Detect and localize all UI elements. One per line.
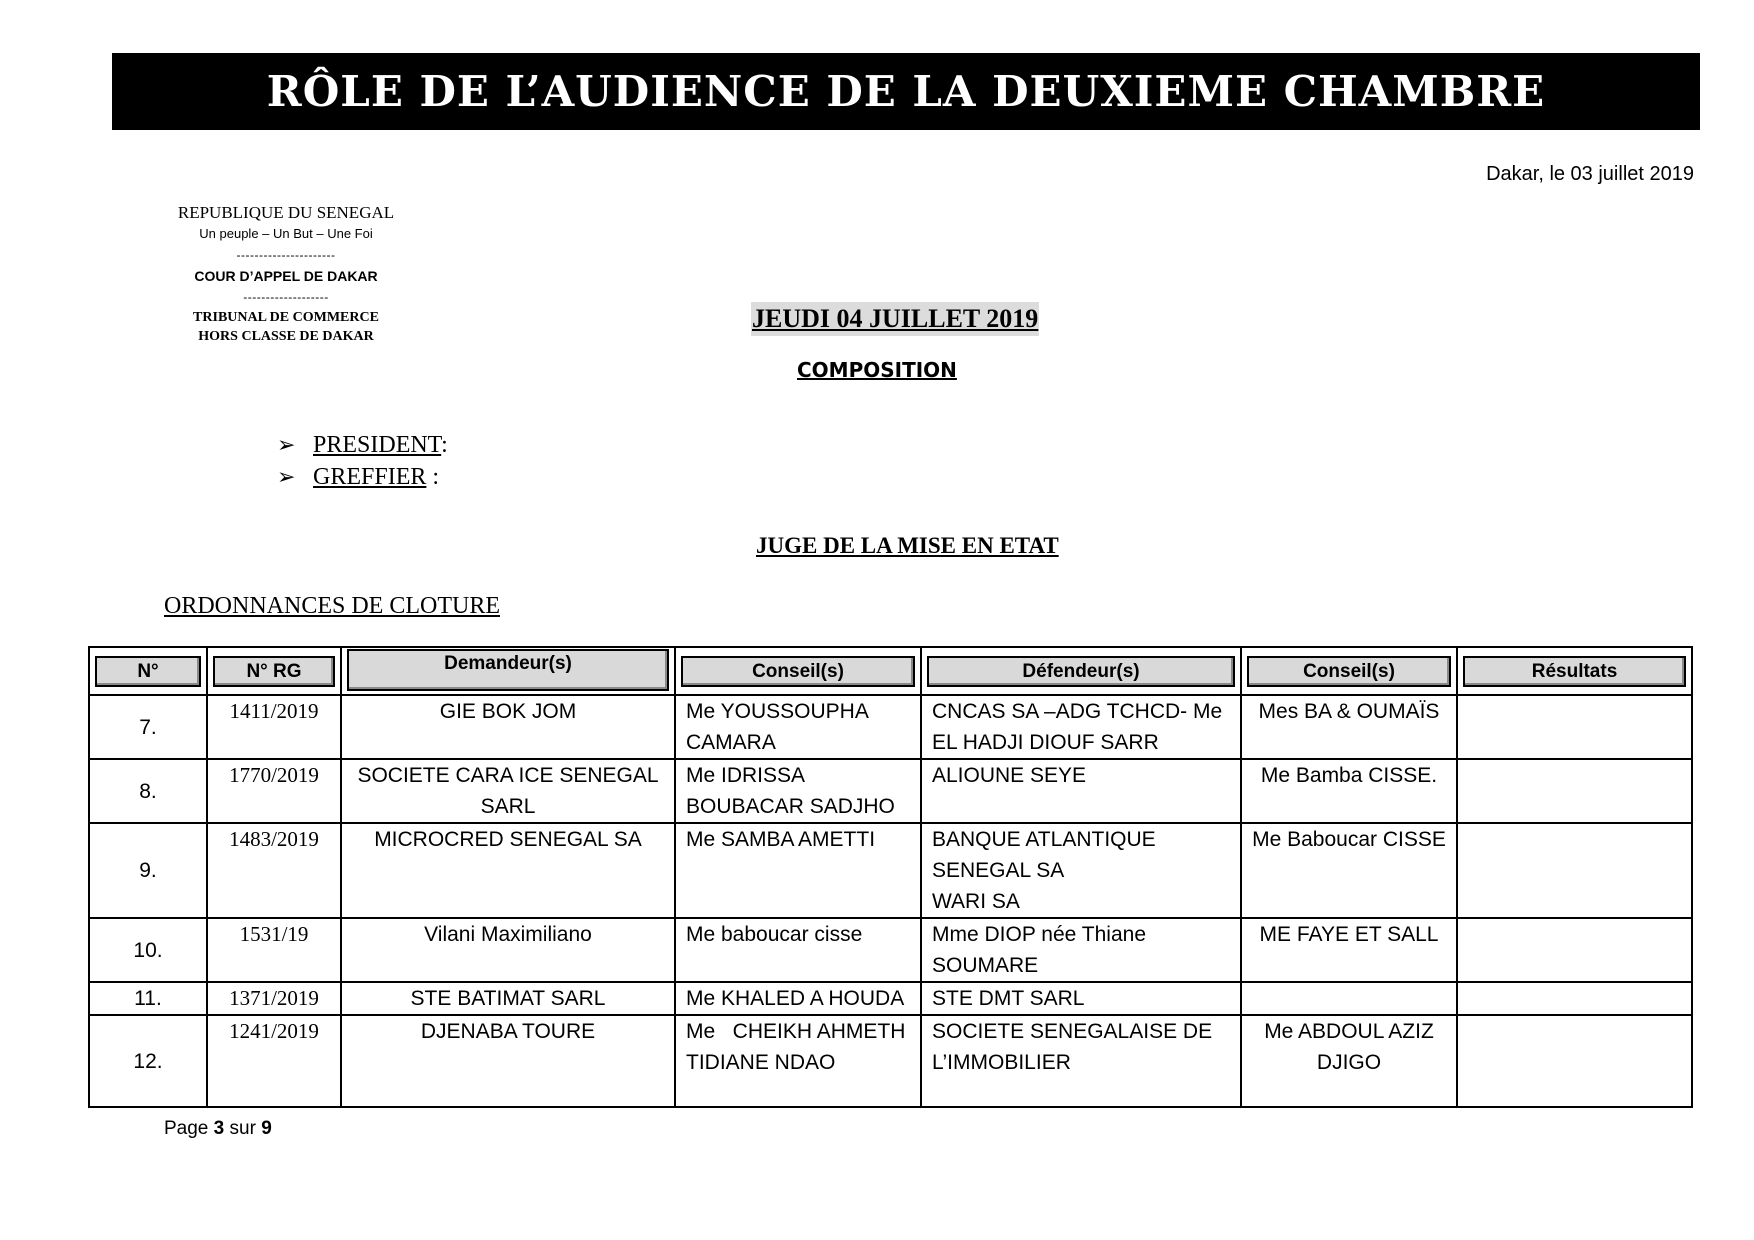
date-line: Dakar, le 03 juillet 2019 xyxy=(1486,163,1694,185)
result xyxy=(1457,918,1692,982)
plaintiff-counsel: Me IDRISSA BOUBACAR SADJHO xyxy=(675,759,921,823)
column-header: Demandeur(s) xyxy=(341,647,675,695)
plaintiff-counsel: Me KHALED A HOUDA xyxy=(675,982,921,1015)
defendant-counsel: Mes BA & OUMAÏS xyxy=(1241,695,1457,759)
plaintiff-counsel: Me baboucar cisse xyxy=(675,918,921,982)
country-name: REPUBLIQUE DU SENEGAL xyxy=(177,203,395,222)
row-number: 10. xyxy=(89,918,207,982)
section-title: JUGE DE LA MISE EN ETAT xyxy=(756,533,1059,558)
table-row xyxy=(89,982,1692,1015)
plaintiff: DJENABA TOURE xyxy=(341,1015,675,1107)
defendant-counsel: Me Bamba CISSE. xyxy=(1241,759,1457,823)
defendant-counsel: ME FAYE ET SALL xyxy=(1241,918,1457,982)
plaintiff-counsel: Me YOUSSOUPHA CAMARA xyxy=(675,695,921,759)
defendant: STE DMT SARL xyxy=(921,982,1241,1015)
defendant-counsel: Me ABDOUL AZIZ DJIGO xyxy=(1241,1015,1457,1107)
column-header: Conseil(s) xyxy=(675,647,921,695)
page-footer: Page 3 sur 9 xyxy=(164,1118,272,1139)
defendant-counsel: Me Baboucar CISSE xyxy=(1241,823,1457,918)
plaintiff: MICROCRED SENEGAL SA xyxy=(341,823,675,918)
column-header: N° RG xyxy=(207,647,341,695)
result xyxy=(1457,823,1692,918)
defendant: SOCIETE SENEGALAISE DE L’IMMOBILIER xyxy=(921,1015,1241,1107)
table-row xyxy=(89,695,1692,759)
table-header-row xyxy=(89,647,1692,695)
institution-header xyxy=(140,202,432,346)
row-number: 12. xyxy=(89,1015,207,1107)
row-number: 11. xyxy=(89,982,207,1015)
plaintiff: Vilani Maximiliano xyxy=(341,918,675,982)
president-colon: : xyxy=(441,432,448,458)
national-motto: Un peuple – Un But – Une Foi xyxy=(199,226,373,241)
header-separator: ---------------------- xyxy=(236,248,336,262)
plaintiff: STE BATIMAT SARL xyxy=(341,982,675,1015)
plaintiff: SOCIETE CARA ICE SENEGAL SARL xyxy=(341,759,675,823)
court-name: COUR D’APPEL DE DAKAR xyxy=(194,268,378,284)
defendant: CNCAS SA –ADG TCHCD- Me EL HADJI DIOUF SARR xyxy=(921,695,1241,759)
composition-heading: COMPOSITION xyxy=(797,358,957,382)
defendant: BANQUE ATLANTIQUE SENEGAL SA WARI SA xyxy=(921,823,1241,918)
president-line xyxy=(277,432,448,459)
plaintiff: GIE BOK JOM xyxy=(341,695,675,759)
header-separator: ------------------- xyxy=(243,290,329,304)
greffier-label: GREFFIER xyxy=(313,464,427,490)
plaintiff-counsel: Me CHEIKH AHMETH TIDIANE NDAO xyxy=(675,1015,921,1107)
president-label: PRESIDENT xyxy=(313,432,442,458)
result xyxy=(1457,1015,1692,1107)
tribunal-name-line1: TRIBUNAL DE COMMERCE xyxy=(193,310,379,325)
case-number: 1531/19 xyxy=(207,918,341,982)
table-row xyxy=(89,823,1692,918)
case-number: 1770/2019 xyxy=(207,759,341,823)
column-header: Défendeur(s) xyxy=(921,647,1241,695)
table-row xyxy=(89,918,1692,982)
column-header: N° xyxy=(89,647,207,695)
subsection-title: ORDONNANCES DE CLOTURE xyxy=(164,593,500,619)
column-header: Conseil(s) xyxy=(1241,647,1457,695)
current-page-number: 3 xyxy=(213,1118,225,1139)
case-number: 1371/2019 xyxy=(207,982,341,1015)
case-number: 1483/2019 xyxy=(207,823,341,918)
result xyxy=(1457,982,1692,1015)
greffier-colon: : xyxy=(426,464,440,490)
arrow-bullet-icon: ➢ xyxy=(277,464,296,489)
defendant: Mme DIOP née Thiane SOUMARE xyxy=(921,918,1241,982)
row-number: 9. xyxy=(89,823,207,918)
hearing-roll-table xyxy=(88,646,1693,1108)
total-pages: 9 xyxy=(261,1118,272,1139)
arrow-bullet-icon: ➢ xyxy=(277,432,296,457)
column-header: Résultats xyxy=(1457,647,1692,695)
plaintiff-counsel: Me SAMBA AMETTI xyxy=(675,823,921,918)
defendant-counsel xyxy=(1241,982,1457,1015)
table-row xyxy=(89,759,1692,823)
document-title: RÔLE DE L’AUDIENCE DE LA DEUXIEME CHAMBRE xyxy=(112,53,1700,130)
hearing-date: JEUDI 04 JUILLET 2019 xyxy=(751,302,1039,336)
row-number: 7. xyxy=(89,695,207,759)
case-number: 1241/2019 xyxy=(207,1015,341,1107)
table-row xyxy=(89,1015,1692,1107)
result xyxy=(1457,695,1692,759)
row-number: 8. xyxy=(89,759,207,823)
result xyxy=(1457,759,1692,823)
case-number: 1411/2019 xyxy=(207,695,341,759)
defendant: ALIOUNE SEYE xyxy=(921,759,1241,823)
tribunal-name-line2: HORS CLASSE DE DAKAR xyxy=(198,329,374,344)
greffier-line xyxy=(277,464,439,491)
